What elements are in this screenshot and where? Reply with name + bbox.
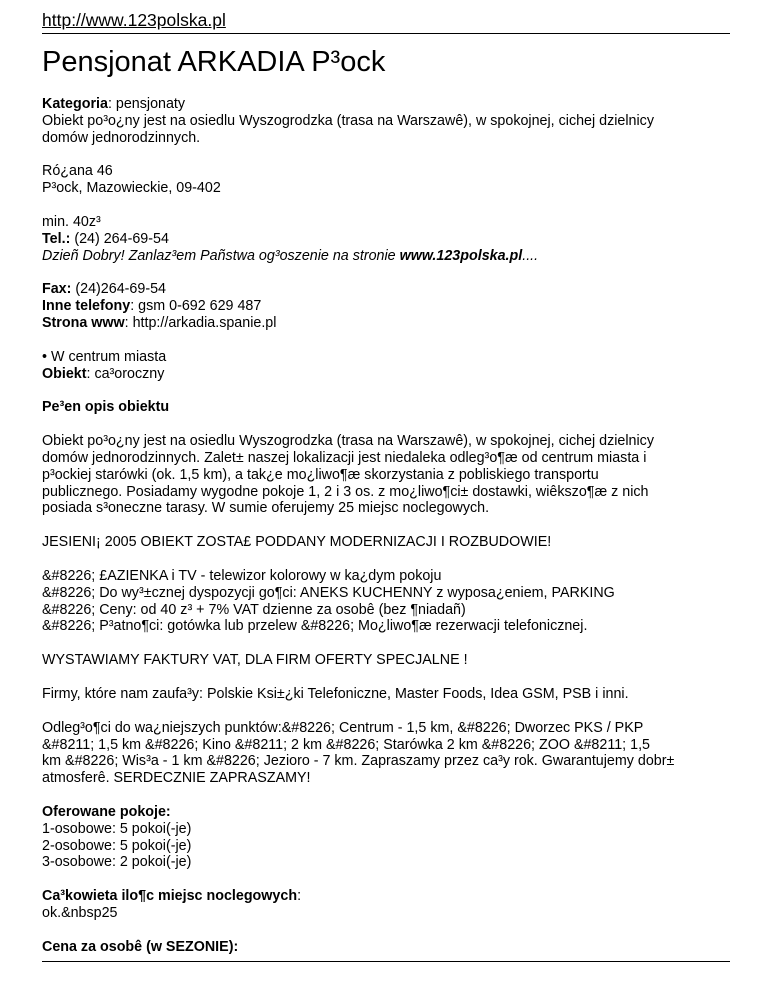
modernization-text: JESIENI¡ 2005 OBIEKT ZOSTA£ PODDANY MODERNIZACJI I ROZBUDOWIE!	[42, 534, 552, 551]
fax-line	[42, 281, 732, 298]
address-block	[42, 163, 732, 197]
trusted-text: Firmy, które nam zaufa³y: Polskie Ksi±¿ki Telefoniczne, Master Foods, Idea GSM, PSB i inni.	[42, 685, 629, 702]
amenity-line: &#8226; P³atno¶ci: gotówka lub przelew &#8226; Mo¿liwo¶æ rezerwacji telefonicznej.	[42, 618, 588, 635]
price-min: min. 40z³	[42, 213, 101, 230]
room-item: 2-osobowe: 5 pokoi(-je)	[42, 837, 192, 854]
capacity-value: ok.&nbsp25	[42, 904, 118, 921]
full-desc-heading-block	[42, 399, 732, 416]
full-desc-line: Obiekt po³o¿ny jest na osiedlu Wyszogrodzka (trasa na Warszawê), w spokojnej, cichej dzielnicy	[42, 433, 654, 450]
distances-line: km &#8226; Wis³a - 1 km &#8226; Jezioro - 7 km. Zapraszamy przez ca³y rok. Gwarantujemy dobr±	[42, 753, 675, 770]
tel-label: Tel.:	[42, 230, 71, 247]
category-block	[42, 96, 732, 146]
capacity-colon: :	[297, 888, 302, 905]
rooms-heading: Oferowane pokoje:	[42, 803, 171, 820]
page-title: Pensjonat ARKADIA P³ock	[42, 46, 386, 78]
feature-item: • W centrum miasta	[42, 348, 167, 365]
intro-line: domów jednorodzinnych.	[42, 129, 201, 146]
distances-block	[42, 720, 732, 787]
intro-line: Obiekt po³o¿ny jest na osiedlu Wyszogrodzka (trasa na Warszawê), w spokojnej, cichej dzielnicy	[42, 112, 654, 129]
amenity-line: &#8226; £AZIENKA i TV - telewizor kolorowy w ka¿dym pokoju	[42, 567, 442, 584]
modernization-block	[42, 534, 732, 551]
full-desc-line: posiada s³oneczne tarasy. W sumie oferujemy 25 miejsc noclegowych.	[42, 500, 490, 517]
website-value: : http://arkadia.spanie.pl	[124, 314, 277, 331]
category-label: Kategoria	[42, 96, 108, 112]
promo-line	[42, 248, 732, 265]
promo-suffix: ....	[522, 247, 539, 264]
category-value: : pensjonaty	[107, 96, 186, 112]
trusted-block	[42, 686, 732, 703]
invoices-block	[42, 652, 732, 669]
room-item: 1-osobowe: 5 pokoi(-je)	[42, 820, 192, 837]
other-phones-line	[42, 298, 732, 315]
fax-value: (24)264-69-54	[71, 281, 166, 298]
full-desc-heading: Pe³en opis obiektu	[42, 399, 170, 416]
full-desc-line: domów jednorodzinnych. Zalet± naszej lokalizacji jest niedaleka odleg³o¶æ od centrum miasta i	[42, 449, 647, 466]
contact-block	[42, 214, 732, 264]
amenity-line: &#8226; Do wy³±cznej dyspozycji go¶ci: ANEKS KUCHENNY z wyposa¿eniem, PARKING	[42, 584, 615, 601]
promo-prefix: Dzieñ Dobry! Zanlaz³em Pañstwa og³oszenie na stronie	[42, 247, 400, 264]
object-block	[42, 349, 732, 383]
listing-body	[42, 96, 732, 972]
season-price-block	[42, 939, 732, 956]
other-phones-label: Inne telefony	[42, 298, 131, 315]
footer-divider	[42, 961, 730, 962]
distances-line: atmosferê. SERDECZNIE ZAPRASZAMY!	[42, 770, 311, 787]
capacity-label: Ca³kowieta ilo¶c miejsc noclegowych	[42, 888, 298, 905]
address-street: Ró¿ana 46	[42, 163, 113, 180]
category-line	[42, 96, 732, 113]
tel-line	[42, 231, 732, 248]
capacity-line	[42, 888, 732, 905]
object-line	[42, 366, 732, 383]
address-city: P³ock, Mazowieckie, 09-402	[42, 180, 221, 197]
fax-label: Fax:	[42, 281, 72, 298]
object-label: Obiekt	[42, 365, 87, 382]
website-line	[42, 315, 732, 332]
amenities-block	[42, 568, 732, 635]
invoices-text: WYSTAWIAMY FAKTURY VAT, DLA FIRM OFERTY SPECJALNE !	[42, 652, 468, 669]
phones-block	[42, 281, 732, 331]
season-price-heading: Cena za osobê (w SEZONIE):	[42, 938, 239, 955]
amenity-line: &#8226; Ceny: od 40 z³ + 7% VAT dzienne za osobê (bez ¶niadañ)	[42, 601, 466, 618]
promo-site: www.123polska.pl	[399, 247, 523, 264]
full-desc-line: publicznego. Posiadamy wygodne pokoje 1, 2 i 3 os. z mo¿liwo¶ci± dostawki, wiêkszo¶æ z nich	[42, 483, 649, 500]
distances-line: Odleg³o¶ci do wa¿niejszych punktów:&#8226; Centrum - 1,5 km, &#8226; Dworzec PKS / PKP	[42, 719, 644, 736]
full-desc-line: p³ockiej starówki (ok. 1,5 km), a tak¿e mo¿liwo¶æ skorzystania z pobliskiego transportu	[42, 466, 599, 483]
tel-value: (24) 264-69-54	[70, 230, 169, 247]
source-url-link[interactable]: http://www.123polska.pl	[42, 10, 226, 30]
capacity-block	[42, 888, 732, 922]
full-desc-block	[42, 433, 732, 517]
object-value: : ca³oroczny	[86, 365, 165, 382]
other-phones-value: : gsm 0-692 629 487	[130, 298, 262, 315]
header-divider	[42, 33, 730, 34]
distances-line: &#8211; 1,5 km &#8226; Kino &#8211; 2 km &#8226; Starówka 2 km &#8226; ZOO &#8211; 1,5	[42, 736, 650, 753]
website-label: Strona www	[42, 314, 125, 331]
rooms-block	[42, 804, 732, 871]
room-item: 3-osobowe: 2 pokoi(-je)	[42, 854, 192, 871]
